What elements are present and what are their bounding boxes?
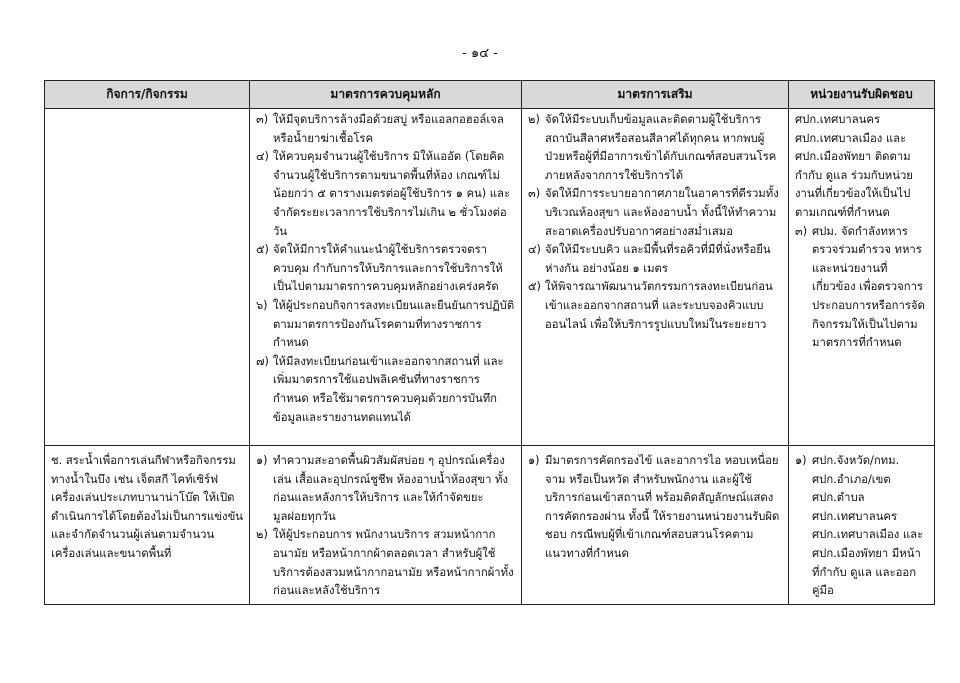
item-number: ๕) — [256, 243, 269, 257]
header-agencies: หน่วยงานรับผิดชอบ — [789, 81, 935, 109]
item-text: จัดให้มีระบบเก็บข้อมูลและติดตามผู้ใช้บริการ สถาบันสีลาศหรือสอนสีลาศได้ทุกคน หากพบผู้ป่วยหรือผู้ที่มีอาการเข้าได้กับเกณฑ์สอบสวนโรคภายหลังจากการใช้บริการได้ — [545, 113, 777, 182]
item-number: ๗) — [256, 354, 269, 368]
activity-text: ช. สระน้ำเพื่อการเล่นกีฬาหรือกิจกรรมทางน้ำในบึง เช่น เจ็ตสกี ไคท์เซิร์ฟ เครื่องเล่นประเภทบานาน่าโบ๊ต ให้เปิดดำเนินการได้โดยต้องไม่เป็นการแข่งขัน และจำกัดจำนวนผู้เล่นตามจำนวนเครื่องเล่นและขนาดพื้นที่ — [51, 454, 244, 560]
agencies-cell — [789, 109, 935, 446]
list-item — [528, 278, 782, 334]
extra-measures-cell — [522, 109, 789, 446]
list-item — [795, 223, 928, 353]
list-item — [795, 452, 928, 601]
list-item — [256, 353, 515, 427]
item-text: ให้มีลงทะเบียนก่อนเข้าและออกจากสถานที่ และเพิ่มมาตรการใช้แอปพลิเคชันที่ทางราชการกำหนด หรือใช้มาตรการควบคุมด้วยการบันทึกข้อมูลและรายงานทดแทนได้ — [273, 354, 504, 424]
header-extra-measures: มาตรการเสริม — [522, 81, 789, 109]
main-measures-cell — [250, 109, 522, 446]
item-number: ๒) — [256, 528, 268, 542]
list-item — [528, 111, 782, 185]
activity-cell — [45, 446, 250, 605]
item-number: ๒) — [528, 113, 540, 126]
activity-cell — [45, 109, 250, 446]
list-item — [528, 185, 782, 241]
item-text: ให้ผู้ประกอบกิจการลงทะเบียนและยืนยันการปฏิบัติตามมาตรการป้องกันโรคตามที่ทางราชการกำหนด — [273, 298, 515, 350]
page-number: - ๑๔ - — [462, 46, 498, 61]
item-text: มีมาตรการคัดกรองไข้ และอาการไอ หอบเหนื่อย จาม หรือเป็นหวัด สำหรับพนักงาน และผู้ใช้บริการก่อนเข้าสถานที่ พร้อมติดสัญลักษณ์แสดงการคัดกรองผ่าน ทั้งนี้ ให้รายงานหน่วยงานรับผิดชอบ กรณีพบผู้ที่เข้าเกณฑ์สอบสวนโรคตามแนวทางที่กำหนด — [545, 454, 780, 560]
list-item — [528, 241, 782, 278]
agencies-cell — [789, 446, 935, 605]
list-item — [256, 148, 515, 241]
list-item — [256, 241, 515, 297]
header-main-measures: มาตรการควบคุมหลัก — [250, 81, 522, 109]
agencies-intro: ศปก.เทศบาลนคร ศปก.เทศบาลเมือง และ ศปก.เมืองพัทยา ติดตามกำกับ ดูแล ร่วมกับหน่วยงานที่เกี่ยวข้องให้เป็นไปตามเกณฑ์ที่กำหนด — [795, 113, 913, 219]
main-measures-cell — [250, 446, 522, 605]
item-number: ๑) — [795, 454, 807, 467]
item-number: ๓) — [795, 224, 808, 238]
table-row — [45, 109, 935, 446]
item-text: ศปม. จัดกำลังทหารตรวจร่วมตำรวจ ทหาร และหน่วยงานที่เกี่ยวข้อง เพื่อตรวจการประกอบการหรือการจัดกิจกรรมให้เป็นไปตามมาตรการที่กำหนด — [812, 224, 925, 350]
item-number: ๓) — [528, 187, 541, 201]
item-number: ๓) — [256, 113, 269, 126]
item-text: ให้มีจุดบริการล้างมือด้วยสบู่ หรือแอลกอฮอล์เจล หรือน้ำยาฆ่าเชื้อโรค — [273, 113, 504, 145]
measures-table — [44, 80, 935, 605]
item-text: จัดให้มีการให้คำแนะนำผู้ใช้บริการตรวจตราควบคุม กำกับการให้บริการและการใช้บริการให้เป็นไปตามมาตรการควบคุมหลักอย่างเคร่งครัด — [273, 243, 503, 294]
item-number: ๑) — [528, 454, 540, 467]
table-row — [45, 446, 935, 605]
list-item — [256, 111, 515, 148]
item-text: จัดให้มีการระบายอากาศภายในอาคารที่ดีรวมทั้งบริเวณห้องสุขา และห้องอาบน้ำ ทั้งนี้ให้ทำความสะอาดเครื่องปรับอากาศอย่างสม่ำเสมอ — [545, 187, 779, 238]
item-number: ๔) — [528, 243, 541, 257]
item-text: จัดให้มีระบบคิว และมีพื้นที่รอคิวที่มีที่นั่งหรือยืนห่างกัน อย่างน้อย ๑ เมตร — [545, 243, 771, 275]
list-item — [256, 526, 515, 600]
item-number: ๖) — [256, 298, 268, 312]
table-header-row — [45, 81, 935, 109]
extra-measures-cell — [522, 446, 789, 605]
item-number: ๑) — [256, 454, 268, 467]
list-item — [528, 452, 782, 564]
list-item — [256, 452, 515, 526]
item-text: ทำความสะอาดพื้นผิวสัมผัสบ่อย ๆ อุปกรณ์เครื่องเล่น เสื้อและอุปกรณ์ชูชีพ ห้องอาบน้ำห้องสุขา ทั้งก่อนและหลังการให้บริการ และให้กำจัดขยะมูลฝอยทุกวัน — [273, 454, 509, 523]
item-number: ๕) — [528, 280, 541, 294]
item-text: ให้ผู้ประกอบการ พนักงานบริการ สวมหน้ากากอนามัย หรือหน้ากากผ้าตลอดเวลา สำหรับผู้ใช้บริการต้องสวมหน้ากากอนามัย หรือหน้ากากผ้าทั้งก่อนและหลังใช้บริการ — [273, 528, 514, 598]
item-text: ให้พิจารณาพัฒนานวัตกรรมการลงทะเบียนก่อนเข้าและออกจากสถานที่ และระบบจองคิวแบบออนไลน์ เพื่อให้บริการรูปแบบใหม่ในระยะยาว — [545, 280, 773, 331]
item-text: ศปก.จังหวัด/กทม. ศปก.อำเภอ/เขต ศปก.ตำบล ศปก.เทศบาลนคร ศปก.เทศบาลเมือง และ ศปก.เมืองพัทยา มีหน้าที่กำกับ ดูแล และออกคู่มือ — [812, 454, 924, 598]
item-number: ๔) — [256, 150, 269, 164]
list-item — [256, 297, 515, 353]
item-text: ให้ควบคุมจำนวนผู้ใช้บริการ มิให้แออัด (โดยคิดจำนวนผู้ใช้บริการตามขนาดพื้นที่ห้อง เกณฑ์ไม่น้อยกว่า ๕ ตารางเมตรต่อผู้ใช้บริการ ๑ คน) และจำกัดระยะเวลาการใช้บริการไม่เกิน ๒ ชั่วโมงต่อวัน — [273, 150, 511, 238]
header-activity: กิจการ/กิจกรรม — [45, 81, 250, 109]
